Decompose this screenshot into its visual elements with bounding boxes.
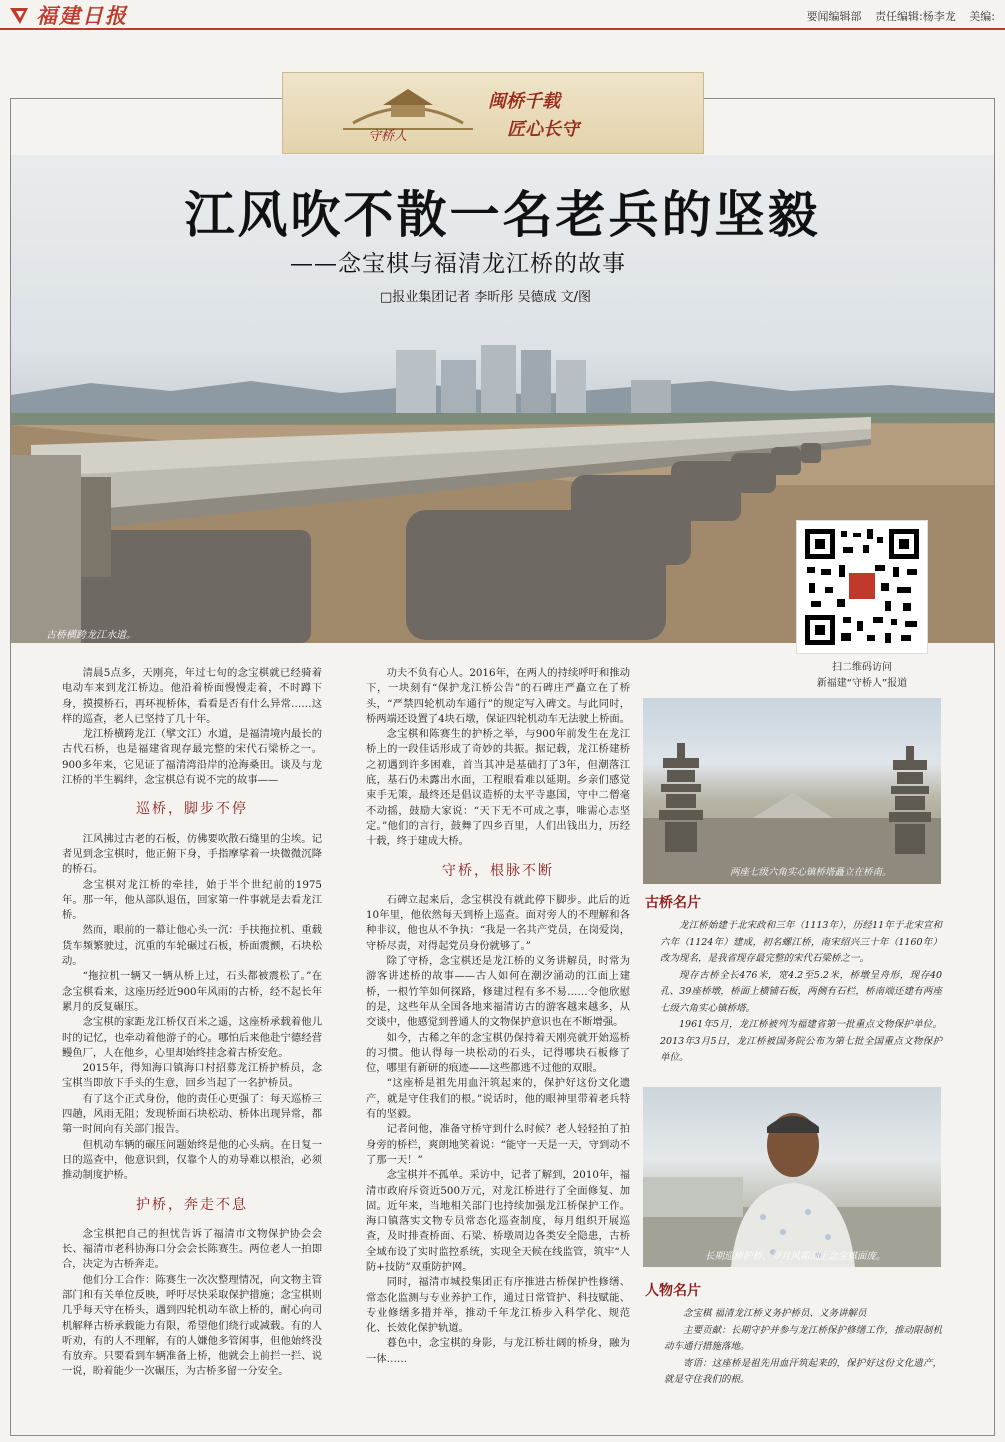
person-card-heading: 人物名片: [645, 1283, 701, 1299]
newspaper-logo: [8, 0, 218, 30]
paragraph: 念宝棋把自己的担忧告诉了福清市文物保护协会会长、福清市老科协海口分会会长陈赛生。两位老人一拍即合，决定为古桥奔走。: [62, 1227, 322, 1271]
person-deeds: 主要贡献：长期守护并参与龙江桥保护修缮工作，推动限制机动车通行措施落地。: [664, 1324, 942, 1352]
paragraph: 有了这个正式身份，他的责任心更强了：每天巡桥三四趟，风雨无阻；发现桥面石块松动、桥体出现异常，都第一时间向有关部门报告。: [62, 1092, 322, 1136]
series-slogan-line2: 匠心长守: [507, 119, 579, 140]
logo-flag-icon: [8, 4, 30, 26]
department-label: 要闻编辑部: [806, 10, 862, 23]
article-byline: □报业集团记者 李昕彤 吴德成 文/图: [380, 290, 592, 305]
paragraph: 他们分工合作：陈赛生一次次整理情况，向文物主管部门和有关单位反映，呼吁尽快采取保护措施；念宝棋则几乎每天守在桥头，遇到四轮机动车欲上桥的，耐心向司机解释古桥承载能力有限，希望他们绕行或减载。有的人听劝，有的人不理解，有的人嫌他多管闲事，但他始终没有放弃。只要看到车辆准备上桥，他就会上前拦一拦、说一说，盼着能少一次碾压，为古桥多留一分安全。: [62, 1273, 322, 1378]
paragraph: 同时，福清市城投集团正有序推进古桥保护性修缮、常态化监测与专业养护工作，通过日常管护、科技赋能、专业修缮多措并举，推动千年龙江桥步入科学化、规范化、长效化保护轨道。: [366, 1276, 630, 1335]
series-banner: [282, 72, 704, 154]
series-seal: 守桥人: [368, 129, 408, 144]
article-column-1: [62, 666, 322, 1380]
pagoda-illustration: [643, 698, 941, 884]
paragraph: 现存古桥全长476米，宽4.2至5.2米，桥墩呈舟形，现存40孔、39座桥墩，桥面上横铺石板，两侧有石栏，桥南端还建有两座七级六角实心镇桥塔。: [660, 969, 942, 1014]
qr-caption-line2: 新福建“守桥人”报道: [816, 678, 908, 689]
paragraph: 念宝棋和陈赛生的护桥之举，与900年前发生在龙江桥上的一段佳话形成了奇妙的共振。据记载，龙江桥建桥之初遇到许多困难，首当其冲是基础打了3年，但潮落江底，基石仍未露出水面，工程眼看难以延期。乡亲们感觉束手无策，最终还是倡议造桥的太平寺惠国，守中二僧毫不动摇，鼓励大家说：“天下无不可成之事，唯需心志坚定。”他们的言行，鼓舞了四乡百里，人们出钱出力，历经十载，终于建成大桥。: [366, 728, 630, 848]
paragraph: 龙江桥横跨龙江（擘文江）水道，是福清境内最长的古代石桥，也是福建省现存最完整的宋代石梁桥之一。900多年来，它见证了福清湾沿岸的沧海桑田。谈及与龙江桥的半生羁绊，念宝棋总有说不完的故事——: [62, 728, 322, 787]
paragraph: “拖拉机一辆又一辆从桥上过，石头都被震松了。”在念宝棋看来，这座历经近900年风雨的古桥，经不起长年累月的反复碾压。: [62, 970, 322, 1013]
paragraph: “这座桥是祖先用血汗筑起来的，保护好这份文化遗产，就是守住我们的根。”说话时，他的眼神里带着老兵特有的坚毅。: [366, 1077, 630, 1121]
qr-code-icon: [797, 521, 927, 653]
hero-photo-caption: 古桥横跨龙江水道。: [46, 630, 136, 641]
editorial-info: [807, 8, 995, 24]
paragraph: 石碑立起来后，念宝棋没有就此停下脚步。此后的近10年里，他依然每天到桥上巡查。面对旁人的不理解和各种非议，他也从不争执：“我是一名共产党员，在岗爱岗，守桥尽责，对得起党员身份就够了。”: [366, 893, 630, 952]
article-headline: 江风吹不散一名老兵的坚毅: [184, 186, 821, 244]
paper-name: 福建日报: [36, 3, 128, 28]
paragraph: 除了守桥，念宝棋还是龙江桥的义务讲解员，时常为游客讲述桥的故事——古人如何在潮汐涌动的江面上建桥，一根竹竿如何探路，修建过程有多不易……令他欣慰的是，这些年从全国各地来福清访古的游客越来越多，从交谈中，他感觉到普通人的文物保护意识也在不断增强。: [366, 955, 630, 1029]
section-heading-protect: 护桥，奔走不息: [136, 1196, 248, 1213]
paragraph: 如今，古稀之年的念宝棋仍保持着天刚亮就开始巡桥的习惯。他认得每一块松动的石头，记得哪块石板修了位，哪里有新研的痕迹——这些都逃不过他的双眼。: [366, 1031, 630, 1075]
portrait-photo: [643, 1087, 941, 1267]
person-quote: 寄语：这座桥是祖先用血汗筑起来的，保护好这份文化遗产，就是守住我们的根。: [664, 1357, 942, 1385]
person-name-line: 念宝棋 福清龙江桥义务护桥员、义务讲解员: [683, 1308, 867, 1319]
pagoda-photo: [643, 698, 941, 884]
qr-caption-line1: 扫二维码访问: [832, 662, 892, 673]
designer-label: 美编:: [969, 10, 995, 23]
portrait-photo-caption: 长期巡桥护桥，岁月风霜刻上念宝棋面庞。: [705, 1251, 886, 1262]
paragraph: 江风拂过古老的石板，仿佛要吹散石缝里的尘埃。记者见到念宝棋时，他正俯下身，手指摩挲着一块微微沉降的桥石。: [62, 832, 322, 876]
bridge-pavilion-icon: [343, 83, 473, 133]
pagoda-photo-caption: 两座七级六角实心镇桥塔矗立在桥南。: [730, 867, 892, 878]
bridge-card-heading: 古桥名片: [645, 895, 701, 911]
paragraph: 功夫不负有心人。2016年，在两人的持续呼吁和推动下，一块刻有“保护龙江桥公告”的石碑庄严矗立在了桥头，“严禁四轮机动车通行”的规定写入碑文。与此同时，桥两端还设置了4块石墩，保证四轮机动车无法驶上桥面。: [366, 667, 630, 725]
editor-label: 责任编辑:杨李龙: [875, 10, 956, 23]
qr-code[interactable]: [796, 520, 928, 654]
paragraph: 暮色中，念宝棋的身影，与龙江桥壮阔的桥身，融为一体……: [366, 1337, 630, 1365]
paragraph: 记者问他，准备守桥守到什么时候？老人轻轻拍了拍身旁的桥栏，爽朗地笑着说：“能守一天是一天，守到动不了那一天！”: [366, 1123, 630, 1166]
portrait-illustration: [643, 1087, 941, 1267]
paragraph: 清晨5点多，天刚亮，年过七旬的念宝棋就已经骑着电动车来到龙江桥边。他沿着桥面慢慢走着，不时蹲下身，摸摸桥石，再环视桥体，看看是否有什么异常……这样的巡查，老人已坚持了几十年。: [62, 667, 322, 725]
bridge-card-text: [660, 918, 942, 1067]
article-subtitle: ——念宝棋与福清龙江桥的故事: [290, 251, 626, 277]
paragraph: 但机动车辆的碾压问题始终是他的心头病。在日复一日的巡查中，他意识到，仅靠个人的劝导难以根治，必须推动制度护桥。: [62, 1138, 322, 1182]
series-slogan-line1: 闽桥千载: [488, 91, 560, 112]
section-heading-guard: 守桥，根脉不断: [442, 862, 554, 879]
paragraph: 念宝棋并不孤单。采访中，记者了解到，2010年，福清市政府斥资近500万元，对龙江桥进行了全面修复、加固。近年来，当地相关部门也持续加强龙江桥保护工作。海口镇落实文物专员常态化巡查制度，每月组织开展巡查，及时排查桥面、石梁、桥墩周边各类安全隐患，古桥全域布设了实时监控系统，实现全天候在线监管，筑牢“人防+技防”双重防护网。: [366, 1169, 630, 1273]
section-heading-patrol: 巡桥，脚步不停: [136, 801, 248, 818]
paragraph: 然而，眼前的一幕让他心头一沉：手扶拖拉机、重载货车频繁驶过，沉重的车轮碾过石板，桥面震颤，石块松动。: [62, 924, 322, 968]
paragraph: 1961年5月，龙江桥被列为福建省第一批重点文物保护单位。2013年3月5日，龙江桥被国务院公布为第七批全国重点文物保护单位。: [660, 1019, 942, 1063]
person-card-text: [664, 1306, 942, 1389]
qr-caption: [796, 660, 928, 692]
paragraph: 念宝棋对龙江桥的牵挂，始于半个世纪前的1975年。那一年，他从部队退伍，回家第一件事就是去看龙江桥。: [62, 878, 322, 922]
article-column-2: [366, 666, 630, 1367]
masthead: [0, 0, 1005, 30]
paragraph: 龙江桥始建于北宋政和三年（1113年），历经11年于北宋宣和六年（1124年）建成，初名螺江桥，南宋绍兴三十年（1160年）改为现名，是我省现存最完整的宋代石梁桥之一。: [660, 920, 942, 964]
paragraph: 2015年，得知海口镇海口村招募龙江桥护桥员，念宝棋当即放下手头的生意，回乡当起了一名护桥员。: [62, 1062, 322, 1090]
paragraph: 念宝棋的家距龙江桥仅百米之遥，这座桥承载着他儿时的记忆，也牵动着他游子的心。哪怕后来他赴宁德经营鳗鱼厂，人在他乡，心里却始终挂念着古桥安危。: [62, 1016, 322, 1059]
